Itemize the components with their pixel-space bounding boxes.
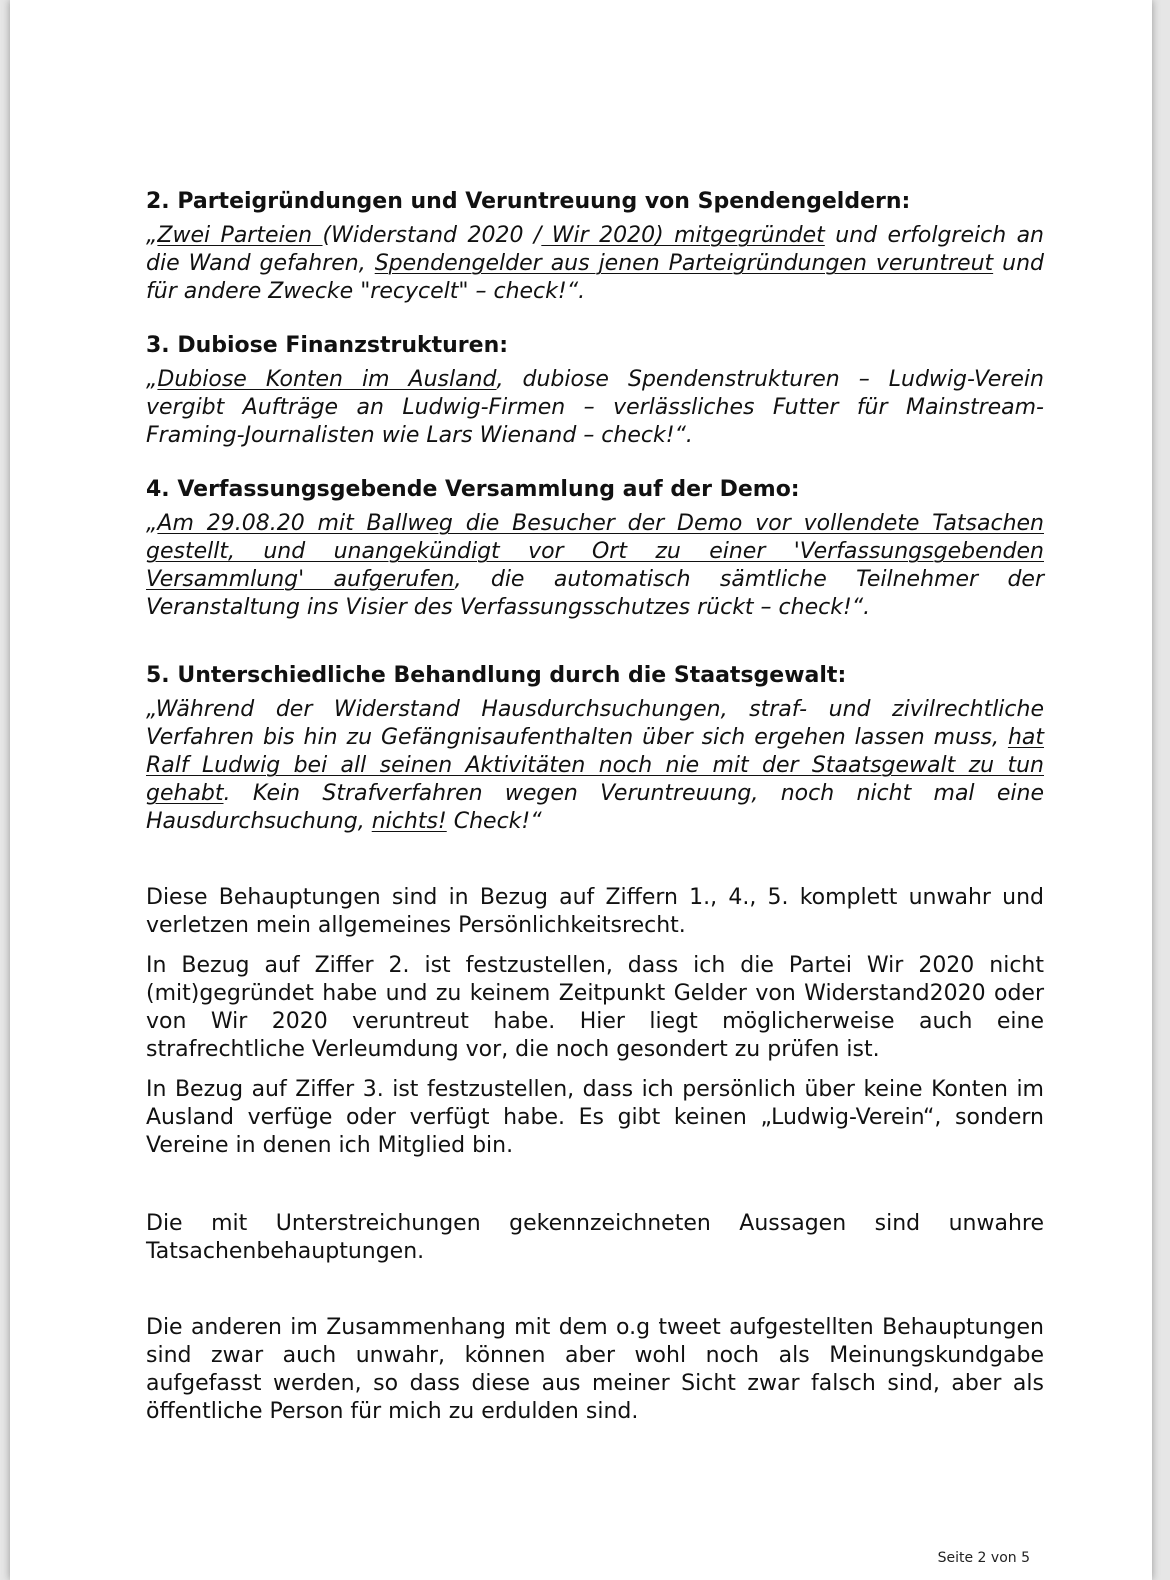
quote-text: „ [146,223,158,248]
quote-text: (Widerstand 2020 / [322,223,542,248]
section-5 [146,662,1044,836]
section-4 [146,476,1044,622]
underlined-statement: Wir 2020) mitgegründet [541,223,825,248]
section-quote [146,222,1044,306]
section-quote [146,366,1044,450]
section-3 [146,332,1044,450]
underlined-statement: Spendengelder aus jenen Parteigründungen veruntreut [374,251,994,276]
quote-text: „ [146,367,158,392]
section-heading: 2. Parteigründungen und Veruntreuung von Spendengeldern: [146,189,911,214]
quote-text: und erfolgreich an die Wand gefahren, [146,223,1045,276]
section-heading: 5. Unterschiedliche Behandlung durch die Staatsgewalt: [146,663,847,688]
underlined-statement: Zwei Parteien [157,223,323,248]
paragraph: In Bezug auf Ziffer 3. ist festzustellen, dass ich persönlich über keine Konten im Ausland verfüge oder verfügt habe. Es gibt keinen „Ludwig-Verein“, sondern Vereine in denen ich Mitglied bin. [146,1077,1044,1158]
paragraph: Die mit Unterstreichungen gekennzeichneten Aussagen sind unwahre Tatsachenbehauptungen. [146,1211,1044,1264]
document-body [146,188,1044,1426]
paragraph: Diese Behauptungen sind in Bezug auf Ziffern 1., 4., 5. komplett unwahr und verletzen mein allgemeines Persönlichkeitsrecht. [146,885,1044,938]
quote-text: und für andere Zwecke "recycelt" – check!“. [146,251,1044,304]
quote-text: , die automatisch sämtliche Teilnehmer der Veranstaltung ins Visier des Verfassungsschutzes rückt – check!“. [146,567,1044,620]
page-number: Seite 2 von 5 [937,1550,1030,1566]
underlined-statement: nichts! [371,809,447,834]
section-2 [146,188,1044,306]
section-quote [146,696,1044,836]
section-quote [146,510,1044,622]
quote-text: . Kein Strafverfahren wegen Veruntreuung, noch nicht mal eine Hausdurchsuchung, [146,781,1044,834]
section-heading: 3. Dubiose Finanzstrukturen: [146,333,509,358]
quote-text: Check!“ [446,809,542,834]
paragraph: In Bezug auf Ziffer 2. ist festzustellen, dass ich die Partei Wir 2020 nicht (mit)gegründet habe und zu keinem Zeitpunkt Gelder von Widerstand2020 oder von Wir 2020 veruntreut habe. Hier liegt möglicherweise auch eine strafrechtliche Verleumdung vor, die noch gesondert zu prüfen ist. [146,953,1044,1062]
quote-text: „Während der Widerstand Hausdurchsuchungen, straf- und zivilrechtliche Verfahren bis hin zu Gefängnisaufenthalten über sich ergehen lassen muss, [146,697,1044,750]
document-page [10,0,1152,1580]
underlined-statement: Dubiose Konten im Ausland [157,367,497,392]
underlined-statement: Am 29.08.20 mit Ballweg die Besucher der Demo vor vollendete Tatsachen gestellt, und unangekündigt vor Ort zu einer 'Verfassungsgebenden Versammlung' aufgerufen [146,511,1044,592]
section-heading: 4. Verfassungsgebende Versammlung auf der Demo: [146,477,800,502]
paragraph: Die anderen im Zusammenhang mit dem o.g tweet aufgestellten Behauptungen sind zwar auch unwahr, können aber wohl noch als Meinungskundgabe aufgefasst werden, so dass diese aus meiner Sicht zwar falsch sind, aber als öffentliche Person für mich zu erdulden sind. [146,1315,1044,1424]
underlined-statement: hat Ralf Ludwig bei all seinen Aktivitäten noch nie mit der Staatsgewalt zu tun gehabt [146,725,1044,806]
quote-text: „ [146,511,158,536]
quote-text: , dubiose Spendenstrukturen – Ludwig-Verein vergibt Aufträge an Ludwig-Firmen – verlässliches Futter für Mainstream-Framing-Journalisten wie Lars Wienand – check!“. [146,367,1044,448]
